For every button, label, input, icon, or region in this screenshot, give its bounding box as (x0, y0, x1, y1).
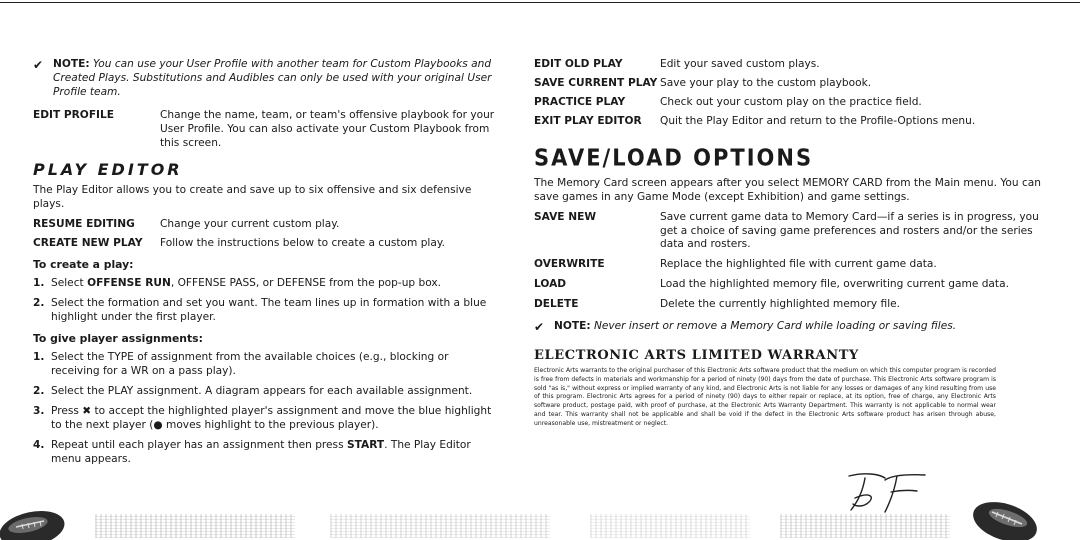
step-item: 2. Select the PLAY assignment. A diagram appears for each available assignment. (33, 385, 473, 398)
definition-row: OVERWRITE Replace the highlighted file with current game data. (534, 258, 937, 271)
checkmark-icon: ✔ (534, 320, 545, 335)
top-rule (0, 2, 1080, 3)
football-icon (0, 505, 66, 540)
play-editor-intro: The Play Editor allows you to create and save up to six offensive and six defensive plays. (33, 183, 472, 210)
left-column (33, 58, 499, 473)
save-load-options (534, 211, 1054, 313)
assignment-steps (33, 351, 499, 467)
scan-noise (780, 514, 950, 538)
definition-row: SAVE NEW Save current game data to Memory Card—if a series is in progress, you get a choice of saving game preferences and rosters and/or the series data and rosters. (534, 210, 1039, 251)
definition-row: EDIT OLD PLAY Edit your saved custom plays. (534, 58, 820, 70)
definition-row: DELETE Delete the currently highlighted memory file. (534, 298, 901, 311)
definition-row: LOAD Load the highlighted memory file, overwriting current game data. (534, 278, 1009, 291)
save-load-heading: SAVE/LOAD OPTIONS (534, 143, 814, 171)
step-item: 1. Select OFFENSE RUN, OFFENSE PASS, or DEFENSE from the pop-up box. (33, 277, 442, 290)
definition-row: PRACTICE PLAY Check out your custom play on the practice field. (534, 95, 922, 108)
note-text: Never insert or remove a Memory Card while loading or saving files. (593, 320, 957, 333)
definition-row: CREATE NEW PLAY Follow the instructions below to create a custom play. (33, 236, 445, 249)
profile-note (33, 58, 499, 100)
note-text: You can use your User Profile with another team for Custom Playbooks and Created Plays. Substitutions and Audibles can only be used with your original User Profile team. (53, 58, 492, 98)
warranty-text: Electronic Arts warrants to the original purchaser of this Electronic Arts software product that the medium on which this computer program is recorded is free from defects in materials and workmanship for a period of ninety (90) days from the date of purchase. This Electronic Arts software program is sold "as is," without express or implied warranty of any kind, and Electronic Arts is not liable for any losses or damages of any kind resulting from use of this program. Electronic Arts agrees for a period of ninety (90) days to either repair or replace, at its option, free of charge, any Electronic Arts software product, postage paid, with proof of purchase, at the Electronic Arts Warranty Department. This warranty is not applicable to normal wear and tear. This warranty shall not be applicable and shall be void if the defect in the Electronic Arts software product has arisen through abuse, unreasonable use, mistreatment or neglect. (534, 366, 996, 427)
create-play-heading: To create a play: (33, 257, 134, 271)
note-label: NOTE: (554, 320, 591, 333)
play-editor-more-options (534, 58, 1054, 129)
definition-row: EXIT PLAY EDITOR Quit the Play Editor and return to the Profile-Options menu. (534, 114, 976, 127)
right-column (534, 58, 1054, 429)
scan-noise (590, 514, 750, 538)
save-load-intro: The Memory Card screen appears after you select MEMORY CARD from the Main menu. You can save games in any Game Mode (except Exhibition) and game settings. (534, 176, 1042, 203)
note-label: NOTE: (53, 58, 90, 70)
checkmark-icon: ✔ (33, 58, 44, 72)
edit-profile-term: EDIT PROFILE (33, 108, 114, 121)
assignments-heading: To give player assignments: (33, 331, 203, 345)
create-play-steps (33, 277, 499, 325)
memory-card-note (534, 320, 1054, 334)
scan-noise (330, 514, 550, 538)
edit-profile-def (33, 109, 499, 151)
definition-row: RESUME EDITING Change your current custom play. (33, 217, 340, 230)
warranty-heading: ELECTRONIC ARTS LIMITED WARRANTY (534, 347, 859, 363)
step-item: 2. Select the formation and set you want. The team lines up in formation with a blue highlight under the first player. (33, 297, 487, 323)
play-editor-heading: PLAY EDITOR (33, 159, 183, 179)
play-editor-options (33, 218, 499, 251)
definition-row: SAVE CURRENT PLAY Save your play to the custom playbook. (534, 76, 872, 89)
football-icon (970, 500, 1040, 540)
signature-image (845, 470, 930, 514)
step-item: 3. Press ✖ to accept the highlighted player's assignment and move the blue highlight to the next player (● moves highlight to the previous player). (33, 405, 492, 432)
scan-noise (95, 514, 295, 538)
edit-profile-desc: Change the name, team, or team's offensive playbook for your User Profile. You can also activate your Custom Playbook from this screen. (160, 108, 495, 149)
step-item: 4. Repeat until each player has an assignment then press START. The Play Editor menu appears. (33, 439, 471, 466)
step-item: 1. Select the TYPE of assignment from the available choices (e.g., blocking or receiving for a WR on a pass play). (33, 351, 449, 378)
